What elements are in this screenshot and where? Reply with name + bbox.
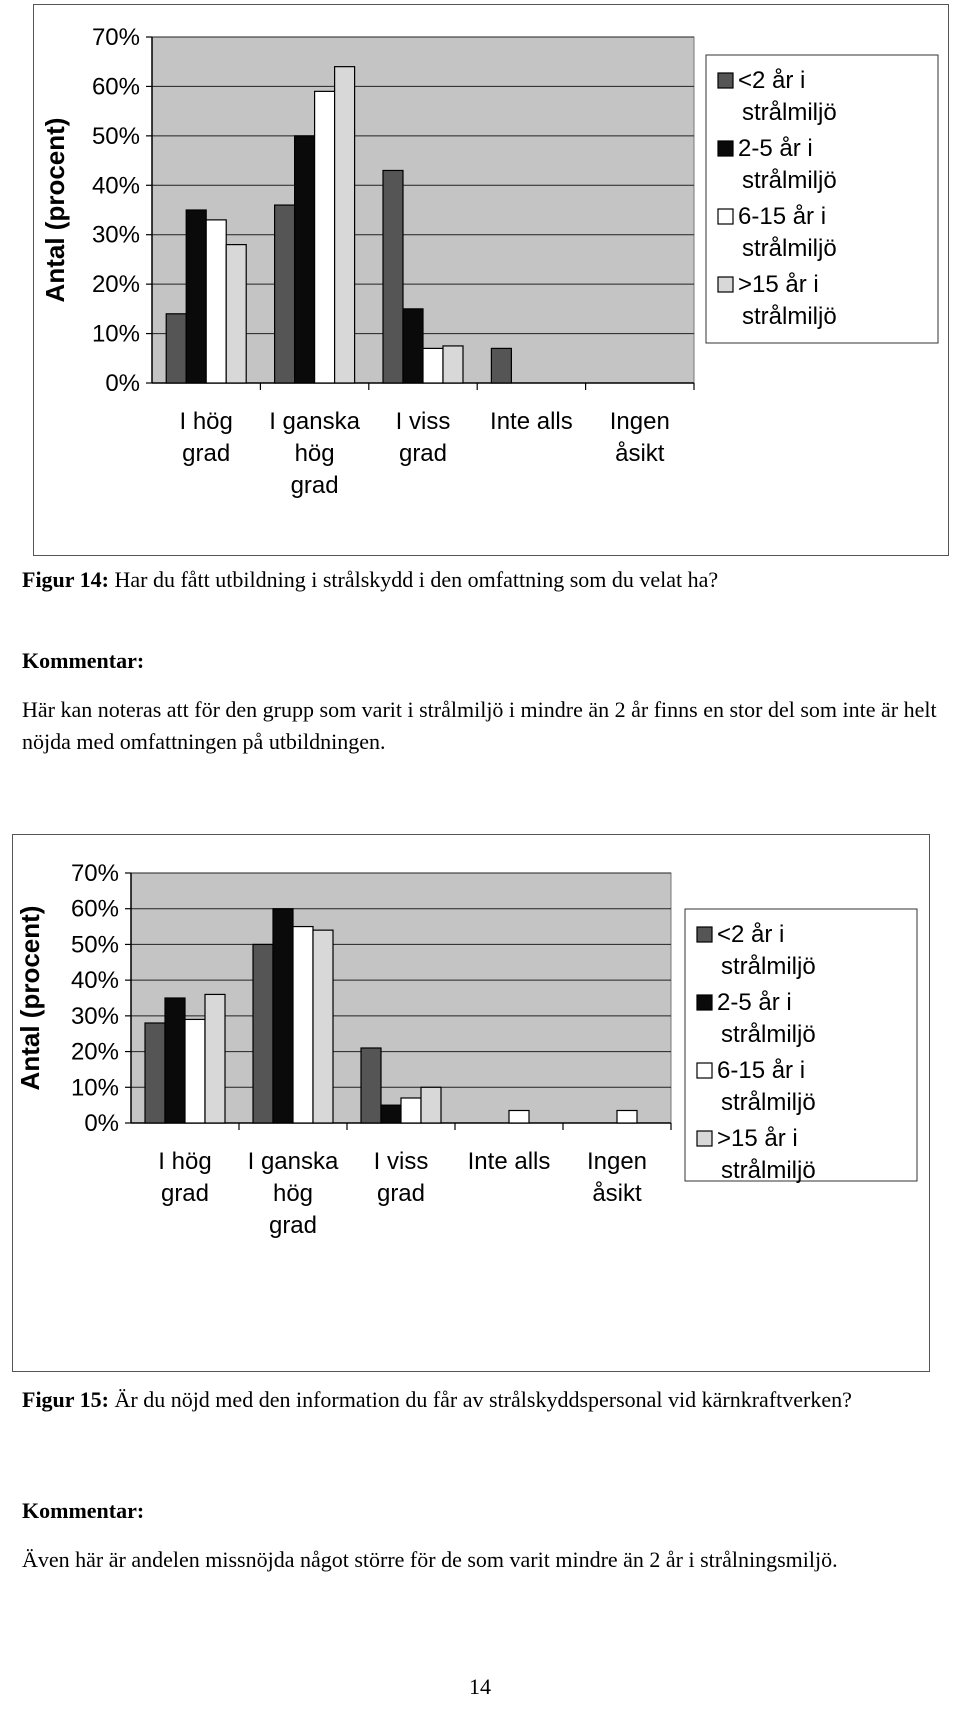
chart2-x-tick-label	[248, 1148, 339, 1239]
figure-15-caption	[22, 1384, 942, 1416]
chart1-legend-swatch	[718, 277, 733, 292]
chart1-bar	[295, 136, 315, 383]
chart2-bar	[361, 1048, 381, 1123]
chart1-bar	[443, 346, 463, 383]
chart2-bar	[421, 1087, 441, 1123]
chart2-legend-swatch	[697, 1131, 712, 1146]
chart1-bar	[206, 220, 226, 383]
chart2-bar	[205, 994, 225, 1123]
comment-2-heading: Kommentar:	[22, 1498, 145, 1523]
chart2-y-axis-title: Antal (procent)	[15, 905, 45, 1091]
figure-14-chart	[33, 4, 949, 556]
chart1-bar	[166, 314, 186, 383]
chart1-x-tick-label	[490, 408, 573, 435]
chart1-bar	[423, 348, 443, 383]
chart1-legend-entry-line: 2-5 år i	[738, 135, 813, 162]
chart1-x-tick-label-line: Ingen	[609, 408, 670, 435]
figure-15-svg	[13, 835, 929, 1371]
chart2-bar	[509, 1111, 529, 1124]
chart2-x-tick-label-line: åsikt	[592, 1180, 642, 1207]
chart2-bar	[381, 1105, 401, 1123]
chart1-x-tick-label	[610, 408, 670, 467]
chart1-y-tick-label: 10%	[91, 320, 140, 348]
chart2-legend-entry-line: strålmiljö	[721, 1157, 816, 1184]
chart2-bar	[273, 909, 293, 1123]
chart1-y-axis-title: Antal (procent)	[40, 117, 70, 303]
chart1-x-tick-label-line: grad	[182, 440, 231, 467]
chart1-x-tick-label	[180, 408, 233, 467]
chart2-x-tick-label-line: I hög	[158, 1148, 212, 1175]
chart1-x-tick-label-line: I ganska	[269, 408, 360, 435]
chart1-legend-swatch	[718, 141, 733, 156]
chart1-bar	[403, 309, 423, 383]
chart2-x-tick-label	[468, 1148, 551, 1175]
chart2-x-tick-label	[374, 1148, 429, 1207]
chart1-x-tick-label-line: grad	[398, 440, 448, 467]
chart1-legend-entry-line: >15 år i	[738, 271, 819, 298]
chart2-legend-swatch	[697, 995, 712, 1010]
chart1-y-tick-label: 40%	[91, 172, 140, 200]
chart1-x-tick-label-line: Inte alls	[490, 408, 573, 435]
chart1-x-tick-label	[269, 408, 360, 499]
chart1-y-tick-label: 70%	[91, 24, 140, 51]
chart2-x-tick-label-line: I viss	[373, 1148, 429, 1175]
comment-2-text: Även här är andelen missnöjda något större för de som varit mindre än 2 år i strålningsmiljö.	[22, 1547, 838, 1572]
chart2-legend-swatch	[697, 927, 712, 942]
chart2-y-tick-label: 30%	[70, 1002, 119, 1030]
figure-14-text: Har du fått utbildning i strålskydd i den omfattning som du velat ha?	[108, 567, 719, 592]
chart1-y-tick-label: 50%	[91, 122, 140, 150]
chart1-y-tick-label: 20%	[91, 271, 140, 299]
chart2-y-tick-label: 10%	[70, 1074, 119, 1102]
chart1-legend-entry-line: strålmiljö	[742, 303, 837, 330]
chart2-legend-entry-line: >15 år i	[717, 1125, 798, 1152]
chart2-legend-entry-line: strålmiljö	[721, 1021, 816, 1048]
figure-14-svg	[34, 5, 948, 555]
chart2-bar	[313, 930, 333, 1123]
chart1-x-tick-label-line: åsikt	[615, 440, 665, 467]
chart2-y-tick-label: 0%	[84, 1110, 119, 1137]
chart2-x-tick-label-line: grad	[160, 1180, 210, 1207]
chart2-x-tick-label-line: grad	[376, 1180, 426, 1207]
comment-1-heading: Kommentar:	[22, 648, 145, 673]
chart1-bar	[186, 210, 206, 383]
chart2-y-tick-label: 60%	[70, 895, 119, 923]
figure-14-caption	[22, 564, 942, 596]
chart2-legend-entry-line: <2 år i	[717, 921, 785, 948]
chart2-legend-entry-line: strålmiljö	[721, 1089, 816, 1116]
chart1-bar	[491, 348, 511, 383]
chart1-legend-swatch	[718, 209, 733, 224]
chart1-bar	[226, 245, 246, 383]
chart2-bar	[253, 944, 273, 1123]
chart2-y-tick-label: 40%	[70, 967, 119, 995]
chart2-bar	[145, 1023, 165, 1123]
chart2-x-tick-label-line: hög	[272, 1180, 314, 1207]
chart1-x-tick-label-line: I viss	[395, 408, 451, 435]
chart2-bar	[293, 927, 313, 1123]
chart1-x-tick-label-line: grad	[290, 472, 339, 499]
chart2-y-tick-label: 50%	[70, 931, 119, 959]
figure-15-text: Är du nöjd med den information du får av strålskyddspersonal vid kärnkraftverken?	[108, 1387, 852, 1412]
chart1-legend-entry-line: strålmiljö	[742, 235, 837, 262]
chart1-y-tick-label: 0%	[105, 370, 140, 397]
chart2-legend-swatch	[697, 1063, 712, 1078]
chart2-legend-entry-line: 6-15 år i	[717, 1057, 806, 1084]
chart1-bar	[315, 91, 335, 383]
chart2-x-tick-label	[158, 1148, 211, 1207]
figure-15-chart	[12, 834, 930, 1372]
chart2-bar	[165, 998, 185, 1123]
chart2-bar	[617, 1111, 637, 1124]
page-number: 14	[469, 1674, 491, 1699]
chart2-y-tick-label: 70%	[70, 860, 119, 887]
chart1-legend-swatch	[718, 73, 733, 88]
chart1-x-tick-label-line: I hög	[179, 408, 233, 435]
chart2-x-tick-label-line: Ingen	[586, 1148, 648, 1175]
chart2-y-tick-label: 20%	[70, 1038, 119, 1066]
chart1-bar	[335, 67, 355, 383]
chart1-legend-entry-line: <2 år i	[738, 67, 806, 94]
chart1-bar	[275, 205, 295, 383]
comment-1-text: Här kan noteras att för den grupp som varit i strålmiljö i mindre än 2 år finns en stor del som inte är helt nöjda med omfattningen på utbildningen.	[22, 697, 937, 754]
figure-14-label: Figur 14:	[22, 567, 109, 592]
chart1-x-tick-label-line: hög	[294, 440, 335, 467]
chart2-legend-entry-line: 2-5 år i	[717, 989, 792, 1016]
chart1-legend-entry-line: strålmiljö	[742, 167, 837, 194]
chart2-bar	[185, 1019, 205, 1123]
chart1-legend-entry-line: 6-15 år i	[738, 203, 827, 230]
chart1-y-tick-label: 30%	[91, 221, 140, 249]
chart2-x-tick-label-line: I ganska	[247, 1148, 339, 1175]
chart1-x-tick-label	[396, 408, 451, 467]
chart1-legend-entry-line: strålmiljö	[742, 99, 837, 126]
chart1-bar	[383, 170, 403, 383]
chart2-x-tick-label-line: Inte alls	[467, 1148, 551, 1175]
chart2-x-tick-label-line: grad	[268, 1212, 318, 1239]
chart2-bar	[401, 1098, 421, 1123]
figure-15-label: Figur 15:	[22, 1387, 109, 1412]
chart1-y-tick-label: 60%	[91, 73, 140, 101]
chart2-legend-entry-line: strålmiljö	[721, 953, 816, 980]
chart2-x-tick-label	[587, 1148, 647, 1207]
